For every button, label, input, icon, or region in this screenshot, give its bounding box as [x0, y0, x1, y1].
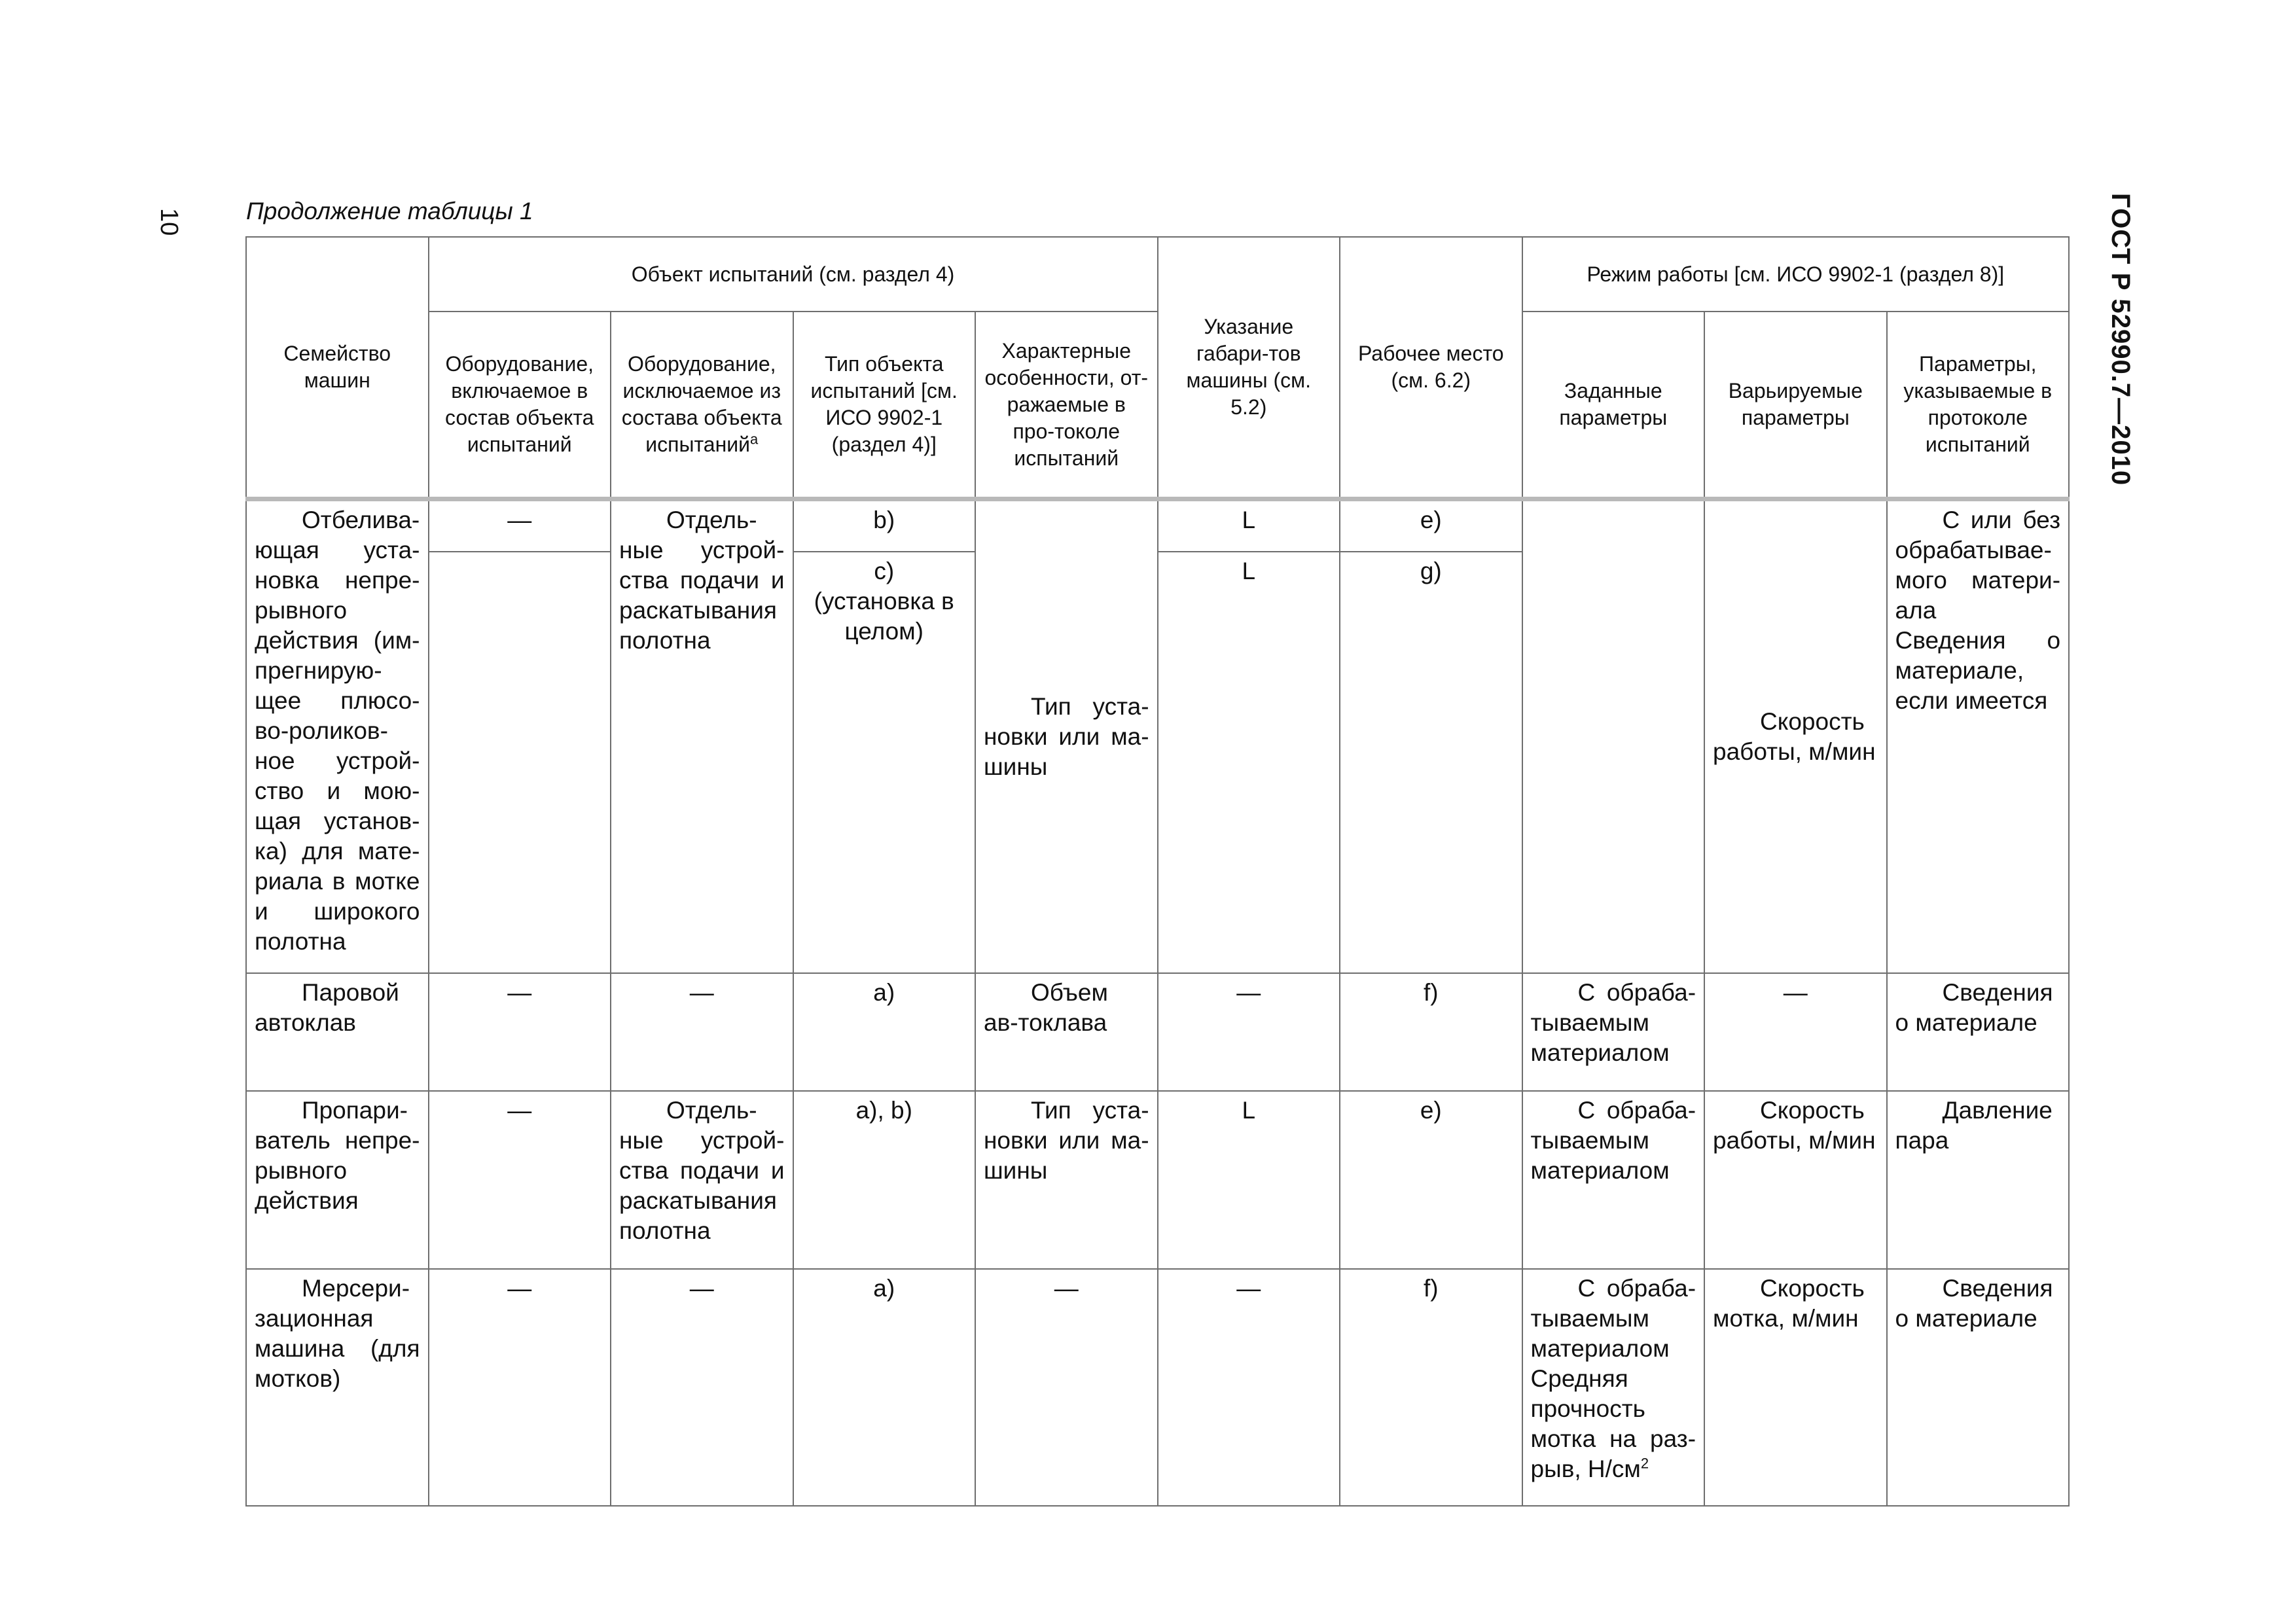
- cell-workplace: e): [1340, 1091, 1522, 1269]
- header-excluded-footnote: a: [749, 431, 759, 448]
- cell-features: Тип уста-новки или ма-шины: [975, 1091, 1158, 1269]
- document-code: ГОСТ Р 52990.7—2010: [2106, 193, 2135, 486]
- cell-type: c) (установка в целом): [793, 552, 976, 973]
- cell-included: —: [429, 973, 611, 1091]
- cell-set-params-text: С обраба-тываемым материалом Средняя прочность мотка на раз-рыв, $Н/см^2$: [1530, 1274, 1696, 1482]
- cell-features: —: [975, 1269, 1158, 1506]
- cell-dimensions: L: [1158, 499, 1340, 552]
- header-object-type: Тип объекта испытаний [см. ИСО 9902-1 (раздел 4)]: [793, 312, 976, 499]
- header-family: Семейство машин: [246, 237, 429, 499]
- cell-excluded: —: [611, 1269, 793, 1506]
- cell-var-params: Скорость мотка, м/мин: [1704, 1269, 1887, 1506]
- cell-set-params: [1522, 1269, 1705, 1506]
- cell-set-params: С обраба-тываемым материалом: [1522, 973, 1705, 1091]
- cell-workplace: g): [1340, 552, 1522, 973]
- cell-type: b): [793, 499, 976, 552]
- cell-protocol: С или без обрабатывае-мого матери-ала Сведения о материале, если имеется: [1887, 499, 2070, 973]
- cell-features: Тип уста-новки или ма-шины: [975, 499, 1158, 973]
- cell-family: Паровой автоклав: [246, 973, 429, 1091]
- cell-excluded: Отдель-ные устрой-ства подачи и раскатывания полотна: [611, 499, 793, 973]
- header-excluded: [611, 312, 793, 499]
- machine-family-table: [245, 236, 2070, 1507]
- cell-type: a): [793, 1269, 976, 1506]
- header-mode-group: Режим работы [см. ИСО 9902-1 (раздел 8)]: [1522, 237, 2070, 312]
- cell-workplace: f): [1340, 973, 1522, 1091]
- cell-family: Мерсери-зационная машина (для мотков): [246, 1269, 429, 1506]
- cell-family: Пропари-ватель непре-рывного действия: [246, 1091, 429, 1269]
- cell-var-params: Скорость работы, м/мин: [1704, 1091, 1887, 1269]
- cell-excluded: —: [611, 973, 793, 1091]
- table-row: [246, 1091, 2069, 1269]
- header-set-params: Заданные параметры: [1522, 312, 1705, 499]
- cell-dimensions: —: [1158, 1269, 1340, 1506]
- cell-workplace: f): [1340, 1269, 1522, 1506]
- cell-features: Объем ав-токлава: [975, 973, 1158, 1091]
- cell-included: —: [429, 499, 611, 552]
- cell-workplace: e): [1340, 499, 1522, 552]
- header-excluded-text: Оборудование, исключаемое из состава объекта испытаний: [621, 352, 782, 456]
- table-row: [246, 499, 2069, 552]
- cell-excluded: Отдель-ные устрой-ства подачи и раскатывания полотна: [611, 1091, 793, 1269]
- header-var-params: Варьируемые параметры: [1704, 312, 1887, 499]
- header-protocol-params: Параметры, указываемые в протоколе испытаний: [1887, 312, 2070, 499]
- header-object-group: Объект испытаний (см. раздел 4): [429, 237, 1158, 312]
- cell-dimensions: L: [1158, 552, 1340, 973]
- header-features: Характерные особенности, от-ражаемые в про-токоле испытаний: [975, 312, 1158, 499]
- cell-included: —: [429, 1269, 611, 1506]
- cell-protocol: Сведения о материале: [1887, 973, 2070, 1091]
- cell-type: a), b): [793, 1091, 976, 1269]
- page-number: 10: [155, 208, 183, 236]
- cell-protocol: Давление пара: [1887, 1091, 2070, 1269]
- cell-type: a): [793, 973, 976, 1091]
- table-caption: Продолжение таблицы 1: [246, 198, 533, 224]
- table-row: [246, 973, 2069, 1091]
- header-dimensions: Указание габари-тов машины (см. 5.2): [1158, 237, 1340, 499]
- cell-protocol: Сведения о материале: [1887, 1269, 2070, 1506]
- cell-dimensions: L: [1158, 1091, 1340, 1269]
- cell-set-params: [1522, 499, 1705, 973]
- cell-family: Отбелива-ющая уста-новка непре-рывного действия (им-прегнирую-щее плюсо-во-роликов-ное устрой-ство и мою-щая установ-ка) для мате-риала в мотке и широкого полотна: [246, 499, 429, 973]
- cell-included: [429, 552, 611, 973]
- unit-superscript: 2: [1640, 1455, 1649, 1472]
- header-included: Оборудование, включаемое в состав объекта испытаний: [429, 312, 611, 499]
- cell-dimensions: —: [1158, 973, 1340, 1091]
- cell-var-params: —: [1704, 973, 1887, 1091]
- cell-set-params: С обраба-тываемым материалом: [1522, 1091, 1705, 1269]
- cell-included: —: [429, 1091, 611, 1269]
- table-row: [246, 1269, 2069, 1506]
- cell-var-params: Скорость работы, м/мин: [1704, 499, 1887, 973]
- header-workplace: Рабочее место (см. 6.2): [1340, 237, 1522, 499]
